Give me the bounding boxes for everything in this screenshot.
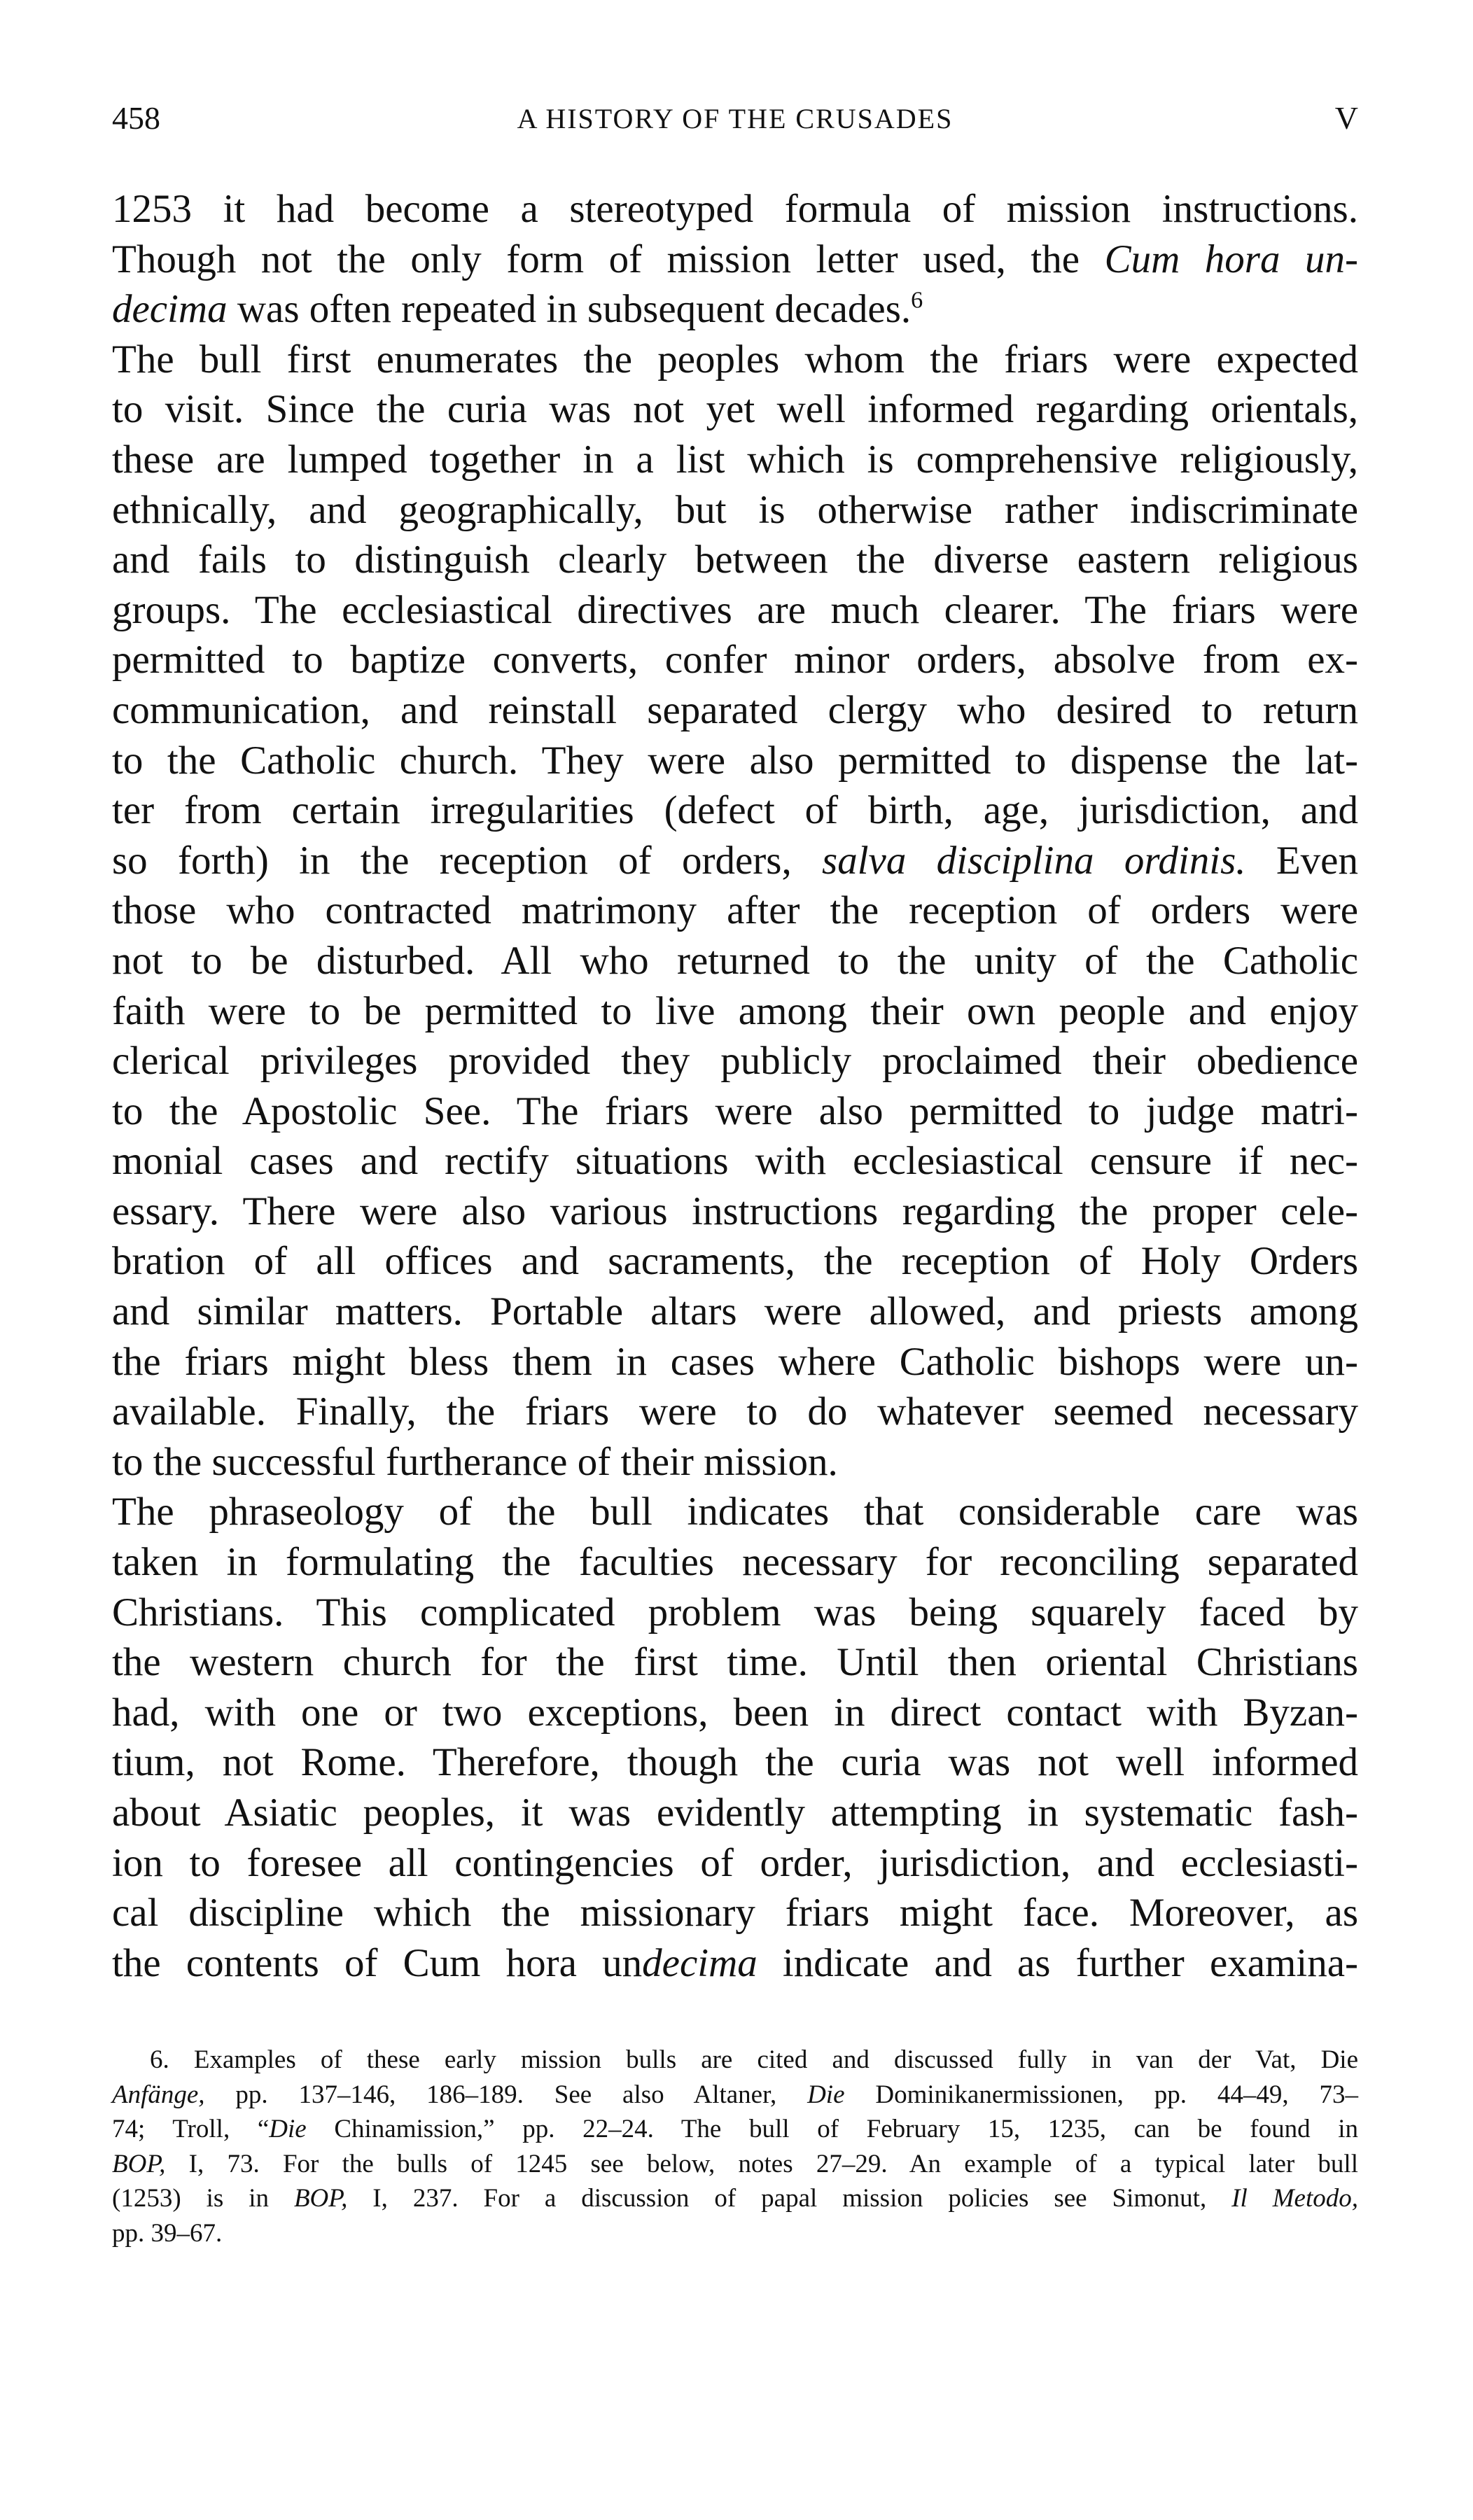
text-line: not to be disturbed. All who returned to the unity of the Catholic — [112, 938, 1358, 983]
text-line: ethnically, and geographically, but is otherwise rather indiscriminate — [112, 487, 1358, 532]
footnote-line: 6. Examples of these early mission bulls are cited and discussed fully in van der Vat, Die — [150, 2045, 1358, 2074]
footnote-line: pp. 39–67. — [112, 2218, 223, 2248]
text-line: faith were to be permitted to live among their own people and enjoy — [112, 988, 1358, 1033]
text-line: decima was often repeated in subsequent decades.$^6$ — [112, 287, 923, 332]
footnote-line: BOP, I, 73. For the bulls of 1245 see below, notes 27–29. An example of a typical later bull — [112, 2149, 1358, 2178]
text-line: to the Catholic church. They were also permitted to dispense the lat- — [112, 738, 1358, 783]
footnote-line: (1253) is in BOP, I, 237. For a discussion of papal mission policies see Simonut, Il Metodo, — [112, 2184, 1358, 2213]
text-line: to visit. Since the curia was not yet well informed regarding orientals, — [112, 387, 1358, 432]
text-line: The bull first enumerates the peoples whom the friars were expected — [112, 337, 1358, 382]
text-line: the western church for the first time. Until then oriental Christians — [112, 1640, 1358, 1685]
text-line: so forth) in the reception of orders, salva disciplina ordinis. Even — [112, 838, 1358, 883]
section-number: V — [1334, 100, 1358, 136]
text-line: had, with one or two exceptions, been in direct contact with Byzan- — [112, 1690, 1358, 1735]
footnote-line: Anfänge, pp. 137–146, 186–189. See also Altaner, Die Dominikanermissionen, pp. 44–49, 73– — [112, 2080, 1358, 2109]
text-line: The phraseology of the bull indicates that considerable care was — [112, 1490, 1358, 1534]
text-line: to the Apostolic See. The friars were also permitted to judge matri- — [112, 1088, 1358, 1133]
text-line: cal discipline which the missionary friars might face. Moreover, as — [112, 1891, 1358, 1935]
text-line: those who contracted matrimony after the reception of orders were — [112, 888, 1358, 933]
page-number: 458 — [112, 100, 160, 136]
running-title: A HISTORY OF THE CRUSADES — [517, 103, 954, 134]
text-line: bration of all offices and sacraments, the reception of Holy Orders — [112, 1239, 1358, 1284]
text-line: and similar matters. Portable altars were allowed, and priests among — [112, 1289, 1358, 1334]
text-line: these are lumped together in a list which is comprehensive religiously, — [112, 437, 1358, 482]
text-line: taken in formulating the faculties necessary for reconciling separated — [112, 1540, 1358, 1585]
text-line: the friars might bless them in cases where Catholic bishops were un- — [112, 1339, 1358, 1384]
text-line: communication, and reinstall separated clergy who desired to return — [112, 687, 1358, 732]
text-line: groups. The ecclesiastical directives are much clearer. The friars were — [112, 587, 1358, 632]
text-line: 1253 it had become a stereotyped formula of mission instructions. — [112, 187, 1358, 231]
text-line: clerical privileges provided they publicly proclaimed their obedience — [112, 1039, 1358, 1084]
text-line: available. Finally, the friars were to do whatever seemed necessary — [112, 1390, 1358, 1434]
paragraph-3 — [112, 1487, 1358, 1988]
footnote-marker: 6 — [911, 287, 923, 314]
text-line: about Asiatic peoples, it was evidently attempting in systematic fash- — [112, 1791, 1358, 1835]
text-line: ion to foresee all contingencies of order, jurisdiction, and ecclesiasti- — [112, 1840, 1358, 1885]
text-line: Christians. This complicated problem was being squarely faced by — [112, 1590, 1358, 1634]
text-line: to the successful furtherance of their mission. — [112, 1439, 838, 1484]
text-line: monial cases and rectify situations with ecclesiastical censure if nec- — [112, 1139, 1358, 1184]
text-line: permitted to baptize converts, confer minor orders, absolve from ex- — [112, 638, 1358, 682]
text-line: Though not the only form of mission letter used, the Cum hora un- — [112, 237, 1358, 281]
text-line: and fails to distinguish clearly between the diverse eastern religious — [112, 538, 1358, 582]
page-header — [112, 99, 1358, 148]
paragraph-2 — [112, 335, 1358, 1488]
footnote-line: 74; Troll, “Die Chinamission,” pp. 22–24. The bull of February 15, 1235, can be found in — [112, 2115, 1358, 2144]
text-line: the contents of Cum hora undecima indicate and as further examina- — [112, 1940, 1358, 1985]
text-line: tium, not Rome. Therefore, though the curia was not well informed — [112, 1740, 1358, 1785]
footnotes — [112, 2043, 1358, 2251]
paragraph-1 — [112, 184, 1358, 335]
text-line: ter from certain irregularities (defect of birth, age, jurisdiction, and — [112, 788, 1358, 833]
text-line: essary. There were also various instructions regarding the proper cele- — [112, 1189, 1358, 1233]
body-text — [112, 184, 1358, 1988]
